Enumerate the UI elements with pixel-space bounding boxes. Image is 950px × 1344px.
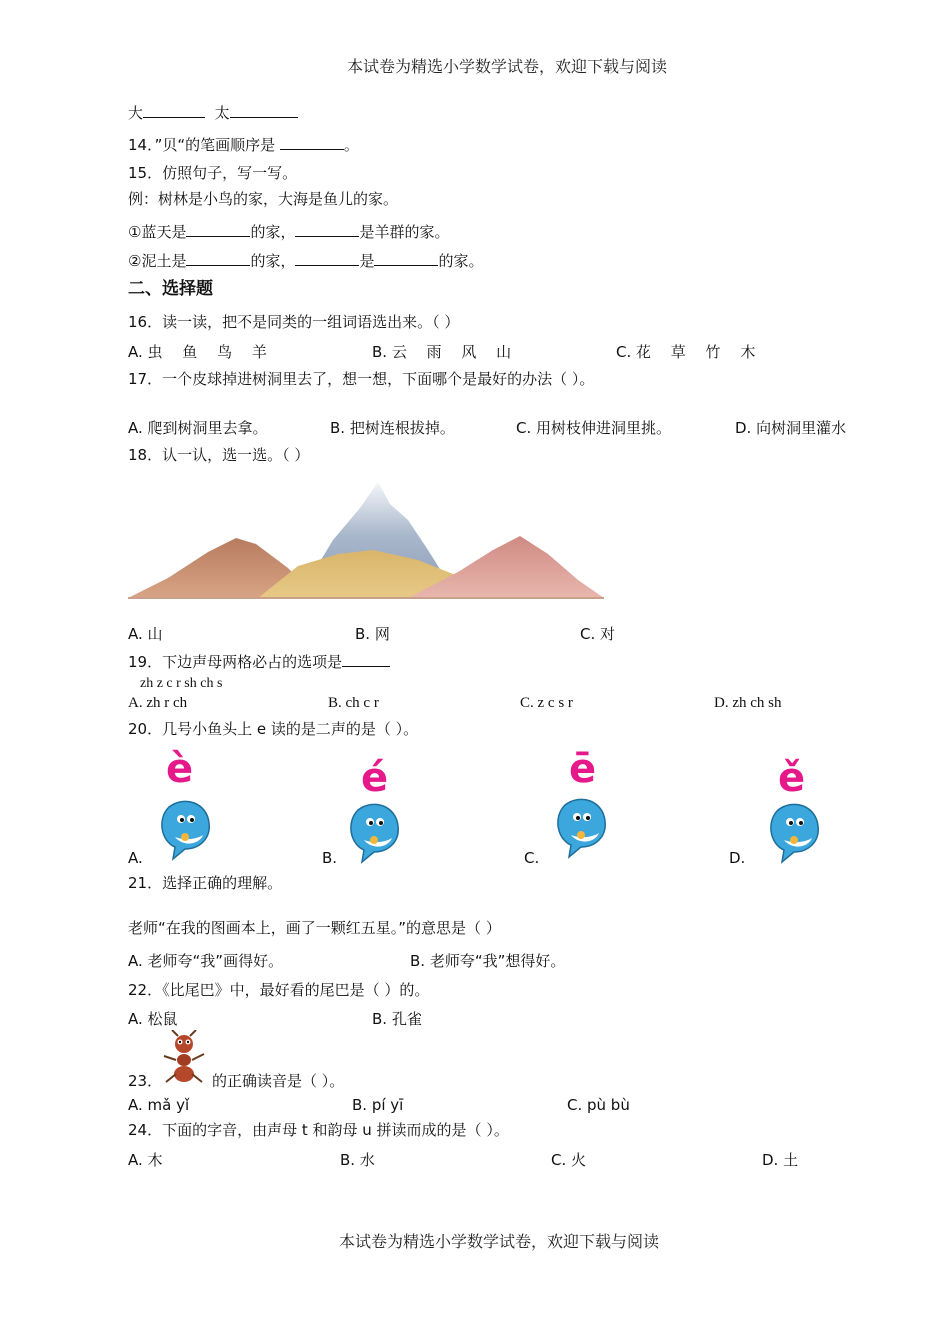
tone-mark-b: é [361, 755, 389, 801]
mountain-image [128, 480, 604, 602]
dolphin-icon [155, 797, 215, 861]
page-header: 本试卷为精选小学数学试卷，欢迎下载与阅读 [347, 57, 668, 76]
q19-option-a[interactable]: A. zh r ch [128, 695, 188, 711]
tone-mark-d: ě [778, 755, 806, 801]
tone-mark-a: è [166, 746, 194, 792]
q24-option-d[interactable]: D. 土 [762, 1151, 799, 1169]
q21-quote: 老师“在我的图画本上，画了一颗红五星。”的意思是（ ） [128, 919, 501, 937]
q15-l2-d: 的家。 [438, 252, 484, 270]
q18-text: 18．认一认，选一选。（ ） [128, 446, 310, 464]
q22-text: 22．《比尾巴》中，最好看的尾巴是（ ）的。 [128, 981, 430, 999]
q22-option-a[interactable]: A. 松鼠 [128, 1010, 178, 1028]
q24-option-a[interactable]: A. 木 [128, 1151, 163, 1169]
q15-l1-c: 是羊群的家。 [359, 223, 450, 241]
q23-option-c[interactable]: C. pù bù [567, 1096, 630, 1114]
q15-l2-c: 是 [359, 252, 375, 270]
page-footer: 本试卷为精选小学数学试卷，欢迎下载与阅读 [339, 1232, 660, 1251]
q24-option-b[interactable]: B. 水 [340, 1151, 375, 1169]
q23-num: 23． [128, 1072, 163, 1090]
q17-option-c[interactable]: C. 用树枝伸进洞里挑。 [516, 419, 672, 437]
q13-char-b: 太 [214, 104, 230, 122]
dolphin-icon [344, 800, 404, 864]
q23-option-b[interactable]: B. pí yī [352, 1096, 404, 1114]
q15-l2-b: 的家， [250, 252, 296, 270]
q17-option-d[interactable]: D. 向树洞里灌水 [735, 419, 847, 437]
q14 [128, 135, 359, 155]
q19-text: 19．下边声母两格必占的选项是 [128, 653, 343, 671]
dolphin-icon [551, 795, 611, 859]
q15-l1-blank1[interactable] [186, 222, 250, 237]
q15-line2 [128, 251, 484, 271]
q16-text: 16．读一读，把不是同类的一组词语选出来。（ ） [128, 313, 460, 331]
q15-l1-a: ①蓝天是 [128, 223, 187, 241]
q19-blank[interactable] [342, 652, 390, 667]
q15-l1-blank2[interactable] [295, 222, 359, 237]
q16-option-c[interactable]: C. 花 草 竹 木 [616, 343, 756, 361]
q15-line1 [128, 222, 449, 242]
q21-text: 21．选择正确的理解。 [128, 874, 283, 892]
q16-option-a[interactable]: A. 虫 鱼 鸟 羊 [128, 343, 267, 361]
tone-mark-c: ē [569, 746, 597, 792]
q19-option-c[interactable]: C. z c s r [520, 695, 573, 711]
q15-text: 15．仿照句子，写一写。 [128, 164, 298, 182]
q22-option-b[interactable]: B. 孔雀 [372, 1010, 422, 1028]
q21-option-a[interactable]: A. 老师夸“我”画得好。 [128, 952, 284, 970]
q15-l2-blank2[interactable] [295, 251, 359, 266]
q13-blanks [128, 103, 298, 123]
q21-option-b[interactable]: B. 老师夸“我”想得好。 [410, 952, 566, 970]
q15-l1-b: 的家， [250, 223, 296, 241]
q20-text: 20．几号小鱼头上 e 读的是二声的是（ ）。 [128, 720, 419, 738]
q15-l2-blank3[interactable] [374, 251, 438, 266]
q18-option-a[interactable]: A. 山 [128, 625, 163, 643]
q18-option-c[interactable]: C. 对 [580, 625, 616, 643]
ant-icon [160, 1030, 208, 1086]
q15-example: 例：树林是小鸟的家，大海是鱼儿的家。 [128, 190, 399, 208]
q14-end: 。 [343, 136, 359, 154]
q17-text: 17．一个皮球掉进树洞里去了，想一想，下面哪个是最好的办法（ ）。 [128, 370, 595, 388]
dolphin-icon [764, 800, 824, 864]
q16-option-b[interactable]: B. 云 雨 风 山 [372, 343, 512, 361]
q23-text: 的正确读音是（ ）。 [212, 1072, 345, 1090]
q13-blank-a[interactable] [143, 103, 205, 118]
q20-option-a[interactable]: A. [128, 849, 143, 867]
q13-char-a: 大 [128, 104, 144, 122]
q14-blank[interactable] [280, 135, 344, 150]
q20-option-c[interactable]: C. [524, 849, 540, 867]
q17-option-b[interactable]: B. 把树连根拔掉。 [330, 419, 455, 437]
q19-option-d[interactable]: D. zh ch sh [714, 695, 782, 711]
q19-option-b[interactable]: B. ch c r [328, 695, 379, 711]
q24-option-c[interactable]: C. 火 [551, 1151, 587, 1169]
q14-text: 14．”贝“的笔画顺序是 [128, 136, 276, 154]
q13-blank-b[interactable] [230, 103, 298, 118]
q18-option-b[interactable]: B. 网 [355, 625, 390, 643]
q23-option-a[interactable]: A. mǎ yǐ [128, 1096, 190, 1114]
q24-text: 24．下面的字音，由声母 t 和韵母 u 拼读而成的是（ ）。 [128, 1121, 509, 1139]
q20-option-d[interactable]: D. [729, 849, 746, 867]
q15-l2-a: ②泥土是 [128, 252, 187, 270]
q17-option-a[interactable]: A. 爬到树洞里去拿。 [128, 419, 268, 437]
q20-option-b[interactable]: B. [322, 849, 338, 867]
q19-letters: zh z c r sh ch s [140, 676, 223, 691]
q19 [128, 652, 390, 672]
q15-l2-blank1[interactable] [186, 251, 250, 266]
section-title: 二、选择题 [128, 279, 213, 299]
